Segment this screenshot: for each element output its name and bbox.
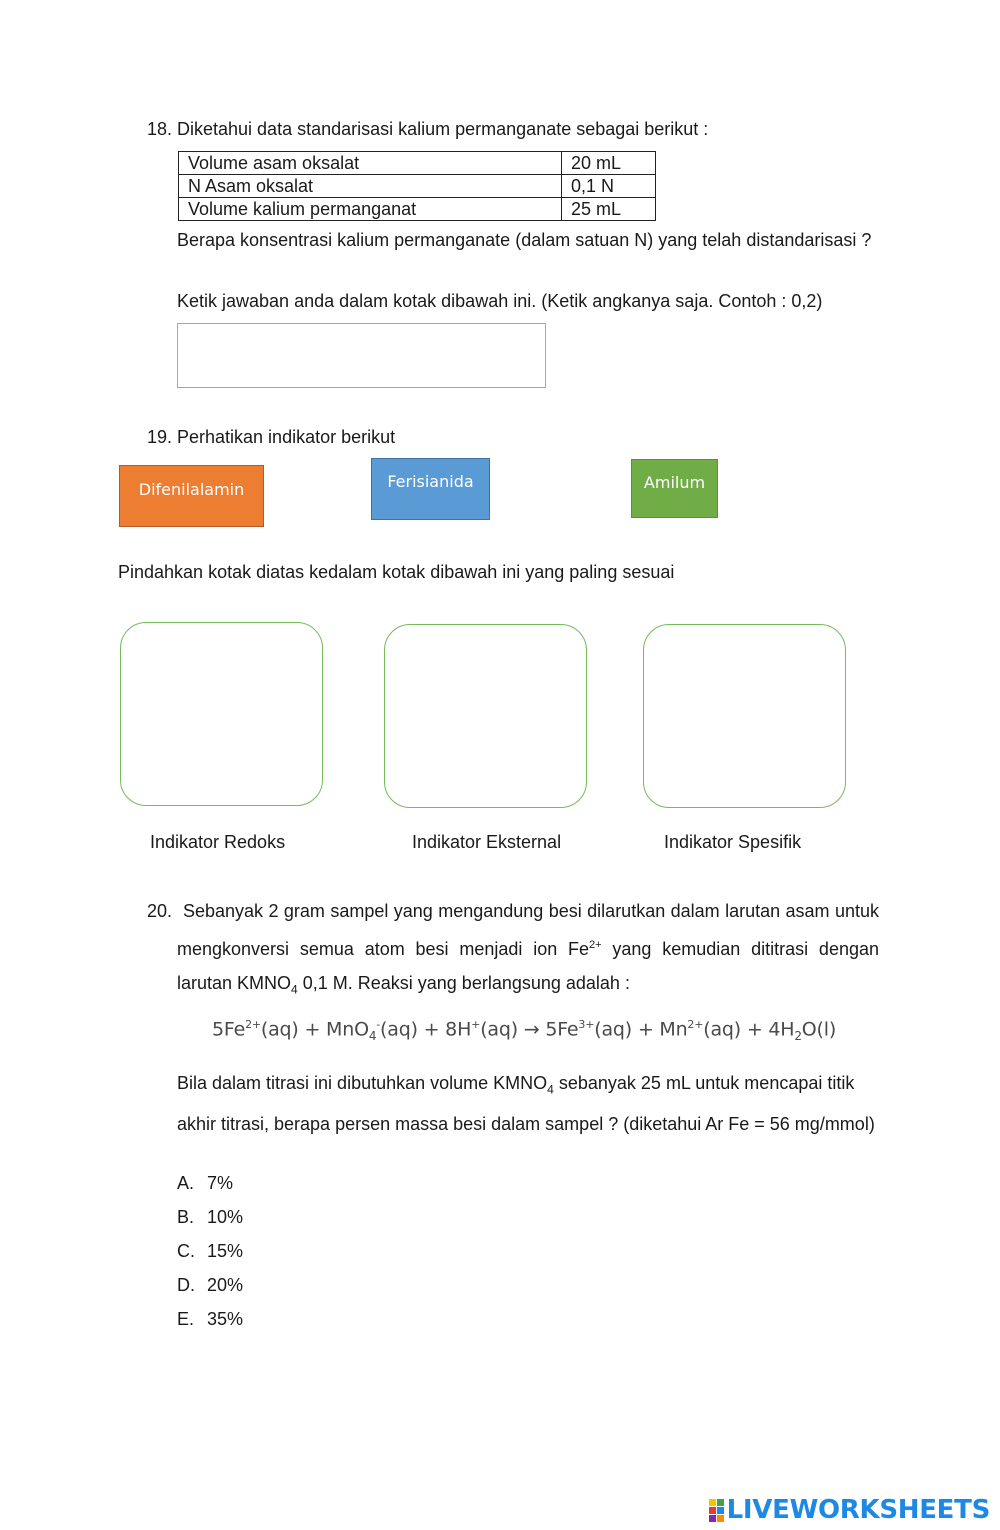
standardization-data-table bbox=[178, 151, 656, 221]
table-row bbox=[179, 175, 656, 198]
table-cell: N Asam oksalat bbox=[179, 175, 562, 198]
drop-label-redoks: Indikator Redoks bbox=[150, 832, 286, 852]
option-value: 10% bbox=[207, 1207, 244, 1227]
table-cell: 20 mL bbox=[562, 152, 656, 175]
question-18-intro: Diketahui data standarisasi kalium permanganate sebagai berikut : bbox=[177, 119, 709, 139]
question-18-instruction: Ketik jawaban anda dalam kotak dibawah ini. (Ketik angkanya saja. Contoh : 0,2) bbox=[177, 291, 823, 311]
drop-label-spesifik: Indikator Spesifik bbox=[664, 832, 802, 852]
table-cell: 0,1 N bbox=[562, 175, 656, 198]
option-value: 35% bbox=[207, 1309, 244, 1329]
option-a[interactable] bbox=[177, 1173, 233, 1194]
table-cell: Volume asam oksalat bbox=[179, 152, 562, 175]
table-cell: 25 mL bbox=[562, 198, 656, 221]
option-letter: B. bbox=[177, 1207, 195, 1227]
subscript: 4 bbox=[547, 1082, 554, 1097]
option-letter: E. bbox=[177, 1309, 195, 1329]
logo-mark-icon bbox=[709, 1499, 724, 1522]
option-letter: D. bbox=[177, 1275, 195, 1295]
question-20-text bbox=[177, 894, 879, 1007]
drop-zone-spesifik[interactable] bbox=[643, 624, 846, 808]
drop-zone-eksternal[interactable] bbox=[384, 624, 587, 808]
text-segment: sebanyak 25 mL untuk mencapai titik akhir titrasi, berapa persen massa besi dalam sampel ? (diketahui Ar Fe = 56 mg/mmol) bbox=[177, 1073, 875, 1134]
option-value: 20% bbox=[207, 1275, 244, 1295]
logo-text: LIVEWORKSHEETS bbox=[726, 1495, 990, 1525]
text-segment: 0,1 M. Reaksi yang berlangsung adalah : bbox=[297, 973, 630, 993]
reaction-arrow: → bbox=[523, 1018, 540, 1041]
table-cell: Volume kalium permanganat bbox=[179, 198, 562, 221]
subscript: 4 bbox=[291, 982, 298, 997]
text-segment: Sebanyak 2 gram sampel yang mengandung besi dilarutkan dalam larutan asam untuk mengkonversi semua atom besi menjadi ion Fe bbox=[177, 901, 879, 959]
option-letter: A. bbox=[177, 1173, 195, 1193]
question-19-instruction: Pindahkan kotak diatas kedalam kotak dibawah ini yang paling sesuai bbox=[118, 562, 675, 582]
option-b[interactable] bbox=[177, 1207, 243, 1228]
drop-zone-redoks[interactable] bbox=[120, 622, 323, 806]
option-e[interactable] bbox=[177, 1309, 243, 1330]
draggable-indicator-amilum[interactable] bbox=[631, 459, 718, 518]
question-18-text: Berapa konsentrasi kalium permanganate (dalam satuan N) yang telah distandarisasi ? bbox=[177, 230, 872, 250]
question-20-continuation bbox=[177, 1066, 879, 1141]
question-19-intro: Perhatikan indikator berikut bbox=[177, 427, 396, 447]
liveworksheets-logo bbox=[709, 1495, 990, 1525]
drop-label-eksternal: Indikator Eksternal bbox=[412, 832, 562, 852]
indicator-label: Amilum bbox=[643, 473, 706, 492]
question-18-number: 18. bbox=[147, 119, 173, 139]
option-value: 7% bbox=[207, 1173, 234, 1193]
reaction-equation: $5Fe^{2+}(aq) + MnO_4^-(aq) + 8H^+(aq) \to 5Fe^{3+}(aq) + Mn^{2+}(aq) + 4H_2O(l)$ bbox=[212, 1018, 837, 1044]
text-segment: Bila dalam titrasi ini dibutuhkan volume KMNO bbox=[177, 1073, 548, 1093]
text-segment: yang kemudian dititrasi dengan larutan KMNO bbox=[177, 939, 879, 993]
option-d[interactable] bbox=[177, 1275, 243, 1296]
question-19-number: 19. bbox=[147, 427, 173, 447]
table-row bbox=[179, 198, 656, 221]
indicator-label: Ferisianida bbox=[387, 472, 474, 491]
draggable-indicator-ferisianida[interactable] bbox=[371, 458, 490, 520]
question-20-number: 20. bbox=[147, 901, 173, 921]
draggable-indicator-difenilalamin[interactable] bbox=[119, 465, 264, 527]
superscript: 2+ bbox=[589, 939, 602, 951]
indicator-label: Difenilalamin bbox=[138, 480, 245, 499]
table-row bbox=[179, 152, 656, 175]
option-value: 15% bbox=[207, 1241, 244, 1261]
answer-input-box[interactable] bbox=[177, 323, 546, 388]
option-letter: C. bbox=[177, 1241, 195, 1261]
option-c[interactable] bbox=[177, 1241, 243, 1262]
